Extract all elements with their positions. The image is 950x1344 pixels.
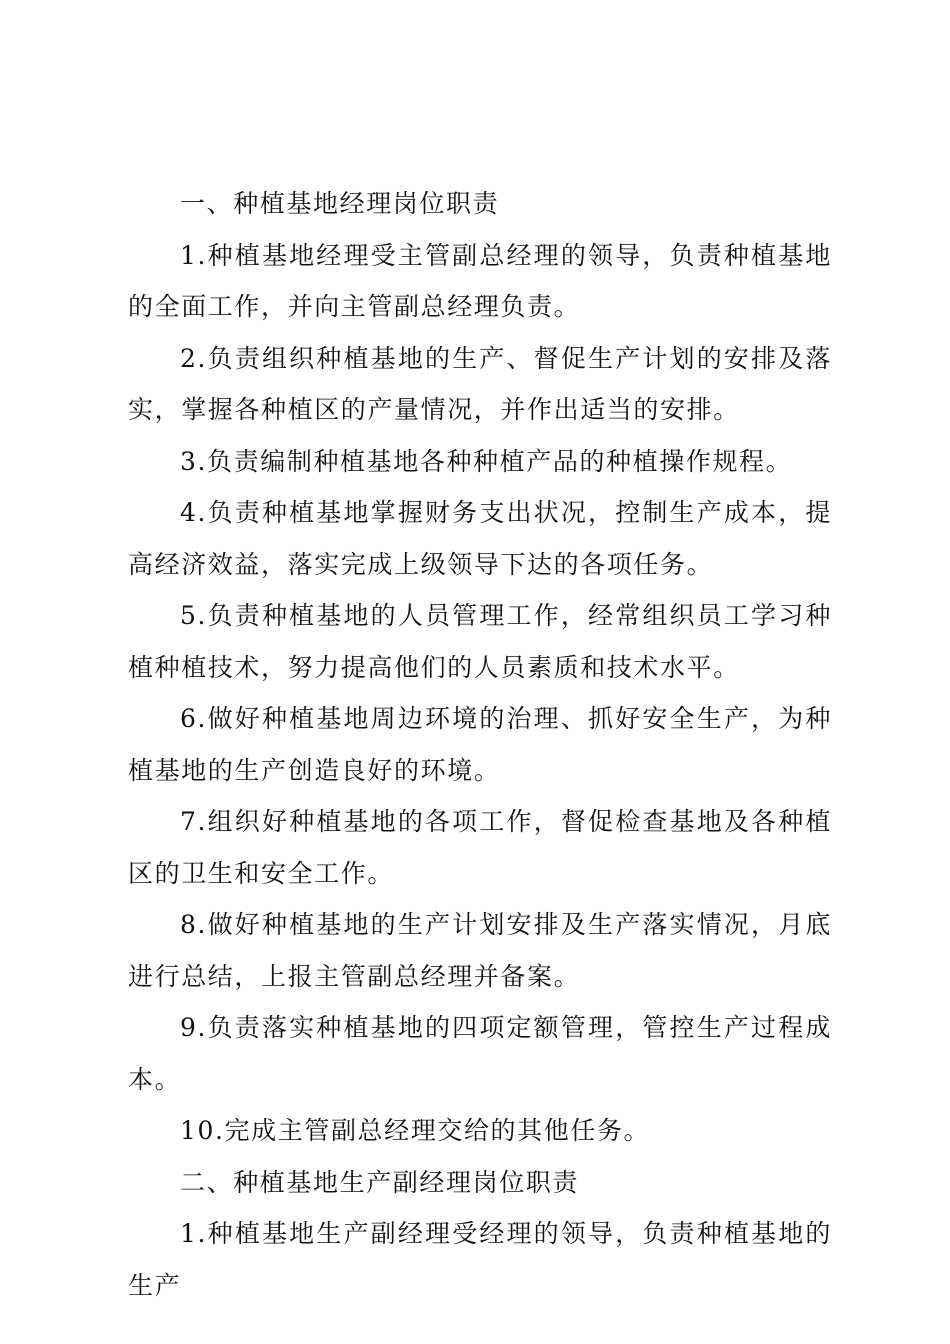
section-1-item-1: 1.种植基地经理受主管副总经理的领导，负责种植基地的全面工作，并向主管副总经理负责。 [128, 240, 832, 321]
section-1-item-4: 4.负责种植基地掌握财务支出状况，控制生产成本，提高经济效益，落实完成上级领导下达的各项任务。 [128, 498, 832, 579]
section-1-heading: 一、种植基地经理岗位职责 [180, 189, 500, 218]
section-1-item-9: 9.负责落实种植基地的四项定额管理，管控生产过程成本。 [128, 1013, 832, 1094]
document-body [128, 178, 832, 1311]
section-2-item-1: 1.种植基地生产副经理受经理的领导，负责种植基地的生产 [128, 1219, 832, 1300]
section-1-item-8: 8.做好种植基地的生产计划安排及生产落实情况，月底进行总结，上报主管副总经理并备案。 [128, 910, 832, 991]
section-1-item-5: 5.负责种植基地的人员管理工作，经常组织员工学习种植种植技术，努力提高他们的人员素质和技术水平。 [128, 601, 832, 682]
section-1-item-2: 2.负责组织种植基地的生产、督促生产计划的安排及落实，掌握各种植区的产量情况，并作出适当的安排。 [128, 343, 832, 424]
section-1-item-3: 3.负责编制种植基地各种种植产品的种植操作规程。 [180, 446, 793, 476]
section-1-item-7: 7.组织好种植基地的各项工作，督促检查基地及各种植区的卫生和安全工作。 [128, 807, 832, 888]
section-1-item-10: 10.完成主管副总经理交给的其他任务。 [180, 1116, 651, 1145]
section-2-heading: 二、种植基地生产副经理岗位职责 [180, 1167, 580, 1197]
section-1-item-6: 6.做好种植基地周边环境的治理、抓好安全生产，为种植基地的生产创造良好的环境。 [128, 704, 832, 785]
